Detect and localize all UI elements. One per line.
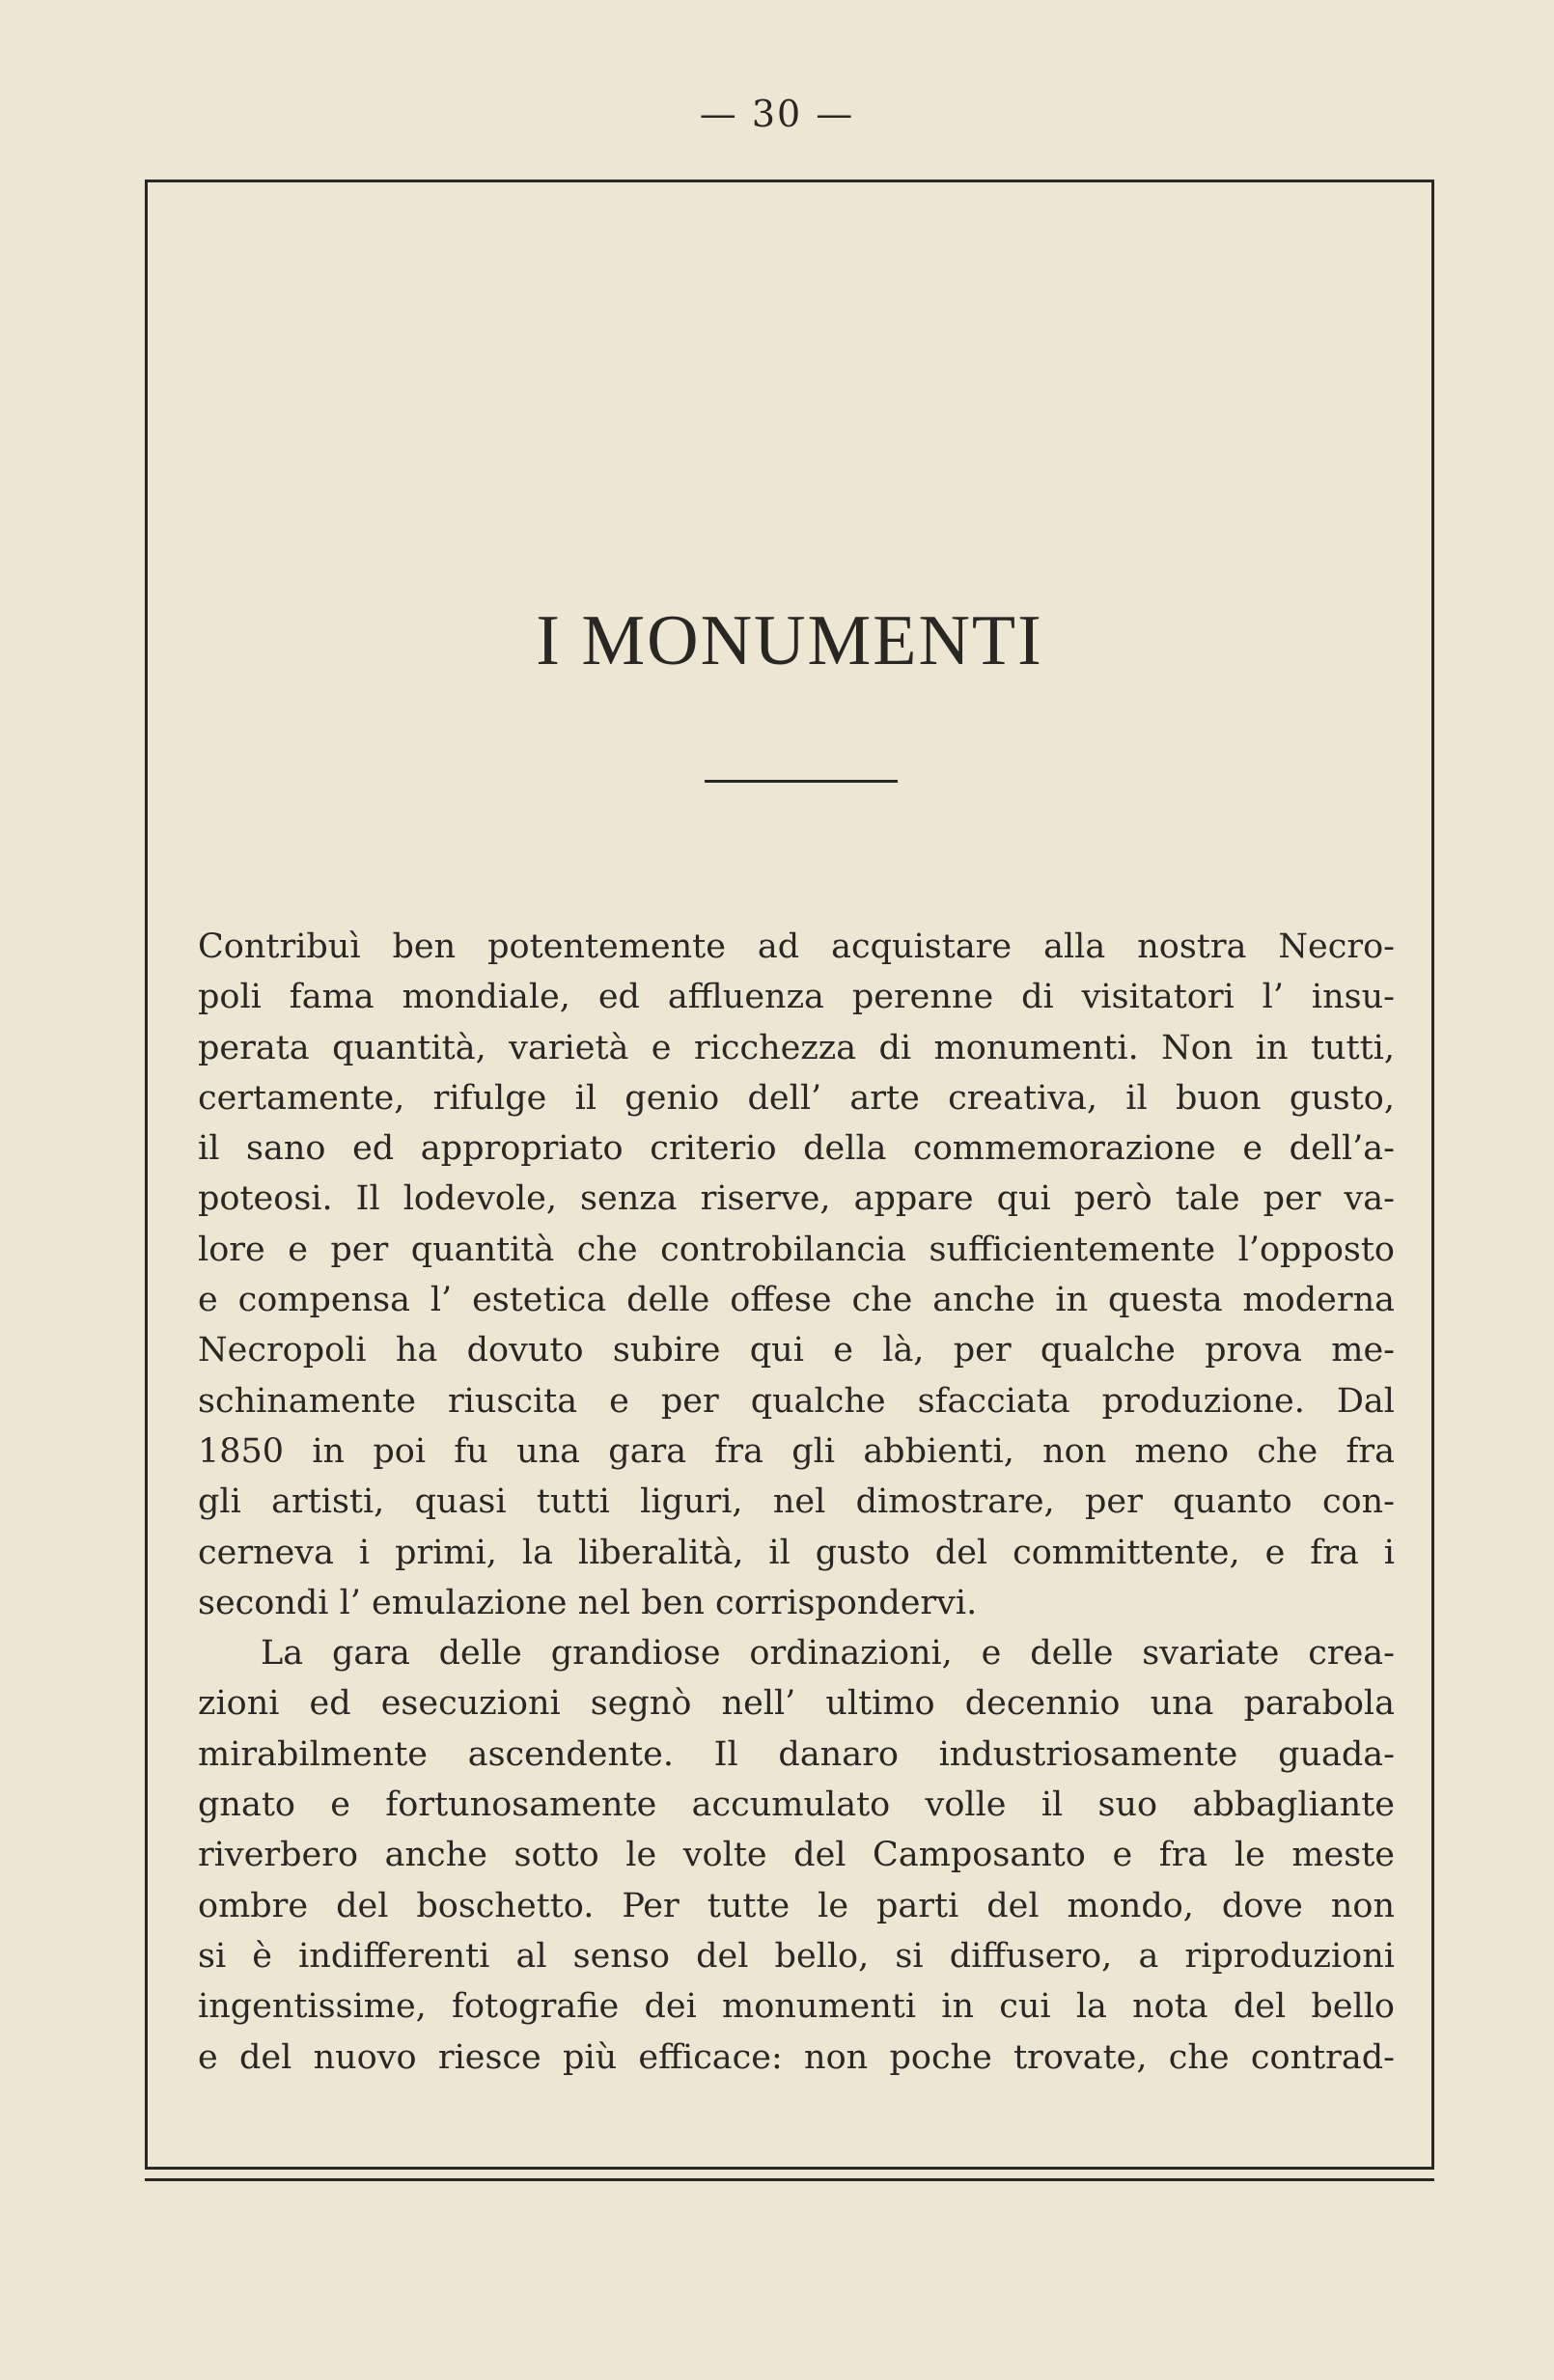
text-line: gli artisti, quasi tutti liguri, nel dimostrare, per quanto con- — [198, 1482, 1395, 1522]
text-line: Necropoli ha dovuto subire qui e là, per qualche prova me- — [198, 1331, 1395, 1370]
text-line: schinamente riuscita e per qualche sfacciata produzione. Dal — [198, 1381, 1395, 1421]
text-line: lore e per quantità che controbilancia sufficientemente l’opposto — [198, 1230, 1395, 1269]
chapter-title: I MONUMENTI — [536, 601, 1043, 680]
frame-bottom-rule — [145, 2178, 1434, 2181]
title-divider — [705, 780, 898, 783]
text-line: mirabilmente ascendente. Il danaro industriosamente guada- — [198, 1734, 1395, 1774]
text-line: e del nuovo riesce più efficace: non poche trovate, che contrad- — [198, 2037, 1395, 2077]
text-line: cerneva i primi, la liberalità, il gusto del committente, e fra i — [198, 1533, 1395, 1572]
text-line: zioni ed esecuzioni segnò nell’ ultimo decennio una parabola — [198, 1684, 1395, 1724]
text-line: poteosi. Il lodevole, senza riserve, appare qui però tale per va- — [198, 1179, 1395, 1219]
text-line: secondi l’ emulazione nel ben corrispondervi. — [198, 1583, 978, 1622]
text-line: perata quantità, varietà e ricchezza di monumenti. Non in tutti, — [198, 1028, 1395, 1067]
text-line: ombre del boschetto. Per tutte le parti del mondo, dove non — [198, 1886, 1395, 1925]
text-line: e compensa l’ estetica delle offese che anche in questa moderna — [198, 1281, 1395, 1320]
text-line: 1850 in poi fu una gara fra gli abbienti, non meno che fra — [198, 1431, 1395, 1471]
text-line: La gara delle grandiose ordinazioni, e delle svariate crea- — [261, 1634, 1395, 1674]
paragraph-2 — [198, 1628, 1395, 2083]
text-line: il sano ed appropriato criterio della commemorazione e dell’a- — [198, 1129, 1395, 1169]
text-line: poli fama mondiale, ed affluenza perenne di visitatori l’ insu- — [198, 978, 1395, 1017]
text-line: si è indifferenti al senso del bello, si diffusero, a riproduzioni — [198, 1936, 1395, 1976]
text-line: Contribuì ben potentemente ad acquistare alla nostra Necro- — [198, 927, 1395, 966]
text-line: ingentissime, fotografie dei monumenti in cui la nota del bello — [198, 1987, 1395, 2027]
body-text — [198, 922, 1395, 2083]
text-line: gnato e fortunosamente accumulato volle il suo abbagliante — [198, 1785, 1395, 1825]
text-line: riverbero anche sotto le volte del Camposanto e fra le meste — [198, 1836, 1395, 1875]
page-number: — 30 — — [699, 93, 855, 135]
paragraph-1 — [198, 922, 1395, 1628]
text-line: certamente, rifulge il genio dell’ arte creativa, il buon gusto, — [198, 1078, 1395, 1118]
